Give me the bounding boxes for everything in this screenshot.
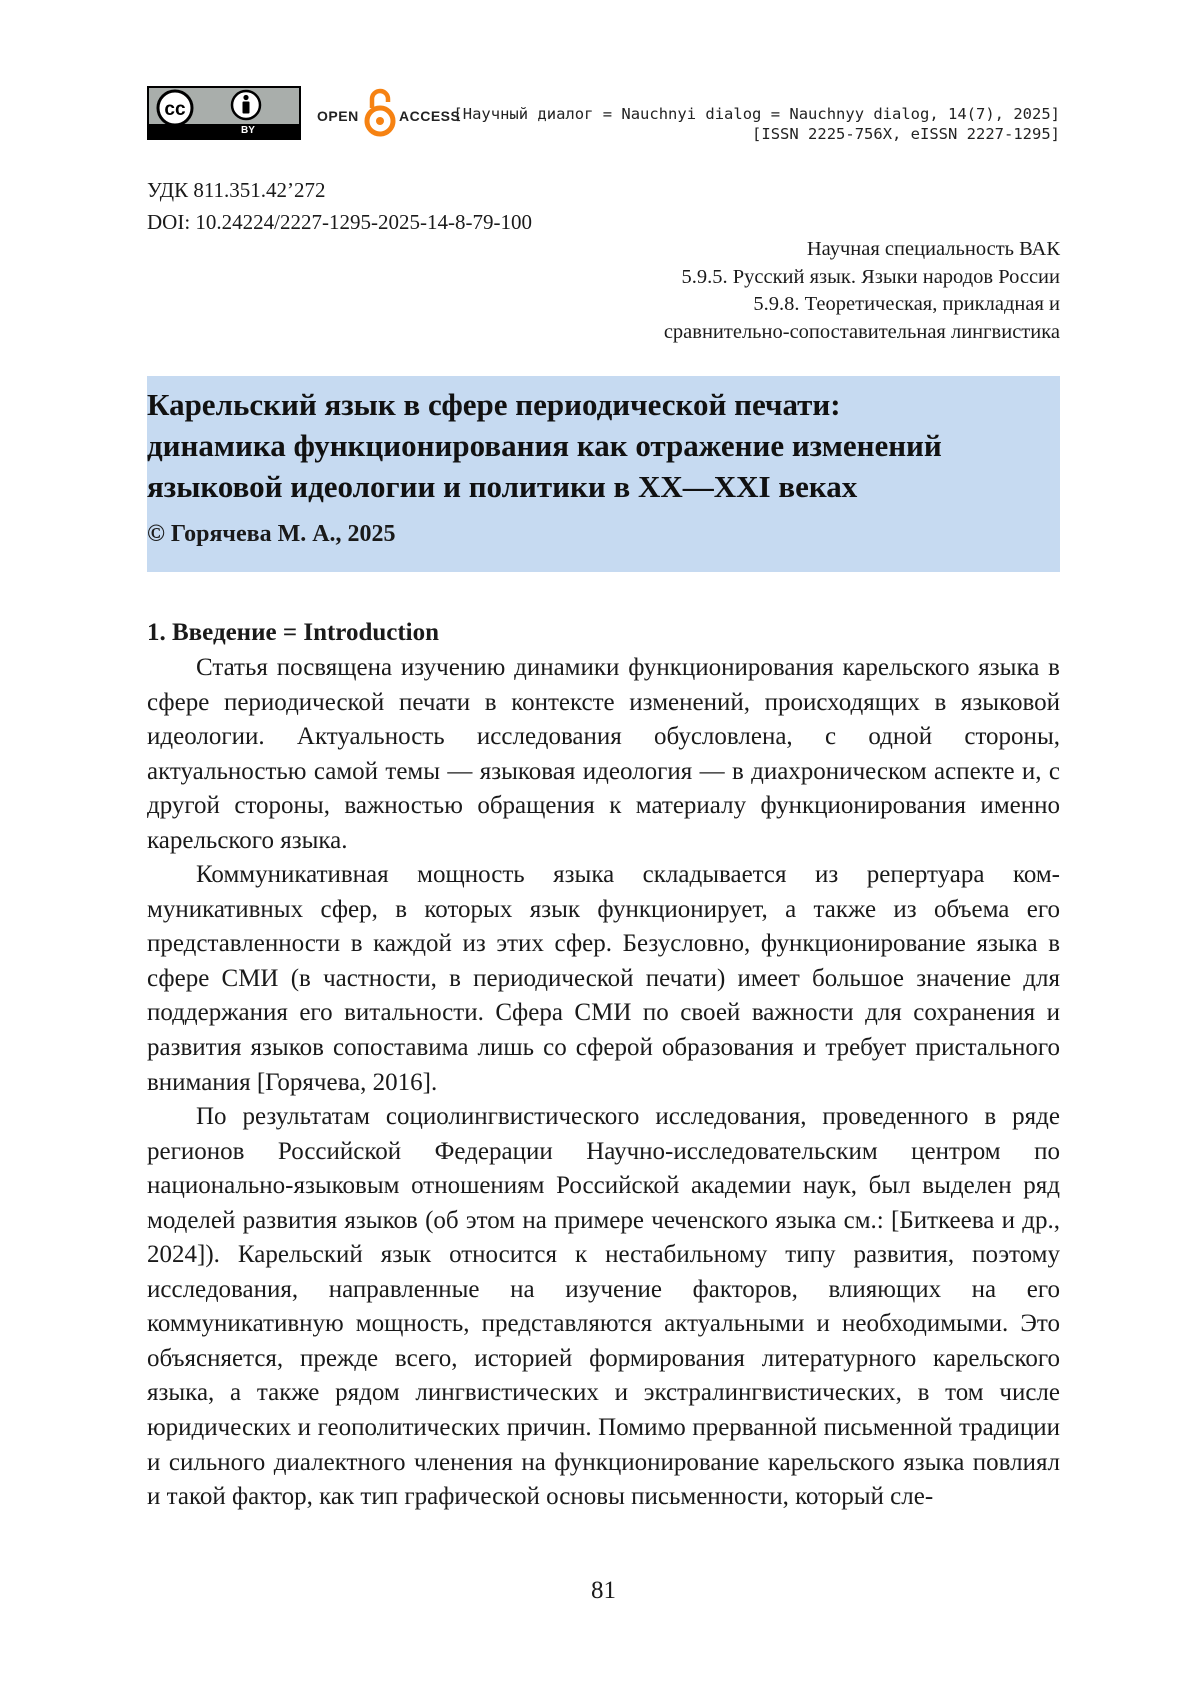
cc-icon — [149, 88, 299, 124]
title-line: языковой идеологии и политики в XX—XXI веках — [147, 469, 858, 504]
title-line: динамика функционирования как отражение изменений — [147, 428, 942, 463]
body-paragraph: Коммуникативная мощность языка складывается из репертуара коммуникативных сфер, в которых язык функционирует, а также из объема его представленности в каждой из этих сфер. Безусловно, функционирование языка в сфере СМИ (в частности, в периодической печати) имеет большое значение для поддержания его витальности. Сфера СМИ по своей важности для сохранения и развития языков сопоставима лишь со сферой образования и требует пристального внимания [Горячева, 2016]. — [147, 861, 1060, 1096]
by-label: BY — [241, 125, 255, 136]
open-access-lock-icon — [363, 86, 397, 138]
access-label: ACCESS — [399, 108, 461, 124]
doi-link[interactable]: DOI: 10.24224/2227-1295-2025-14-8-79-100 — [147, 210, 532, 234]
body-paragraph: Статья посвящена изучению динамики функционирования карельского языка в сфере периодической печати в контексте изменений, происходящих в языковой идеологии. Актуальность исследования обусловлена, с одной стороны, актуальностью самой темы — языковая идеология — в диахроническом аспекте и, с другой стороны, важностью обращения к материалу функционирования именно карельского языка. — [147, 654, 1060, 854]
udk-code: УДК 811.351.42’272 — [147, 178, 326, 202]
svg-text:cc: cc — [164, 99, 186, 120]
page-number: 81 — [591, 1577, 616, 1604]
specialty-line: сравнительно-сопоставительная лингвистика — [663, 320, 1060, 343]
open-label: OPEN — [317, 108, 359, 124]
journal-citation — [453, 104, 1060, 144]
body-paragraph: По результатам социолингвистического исследования, проведенного в ряде регионов Российской Федерации Научно-исследовательским центром по национально-языковым отношениям Российской академии наук, был выделен ряд моделей развития языков (об этом на примере чеченского языка см.: [Биткеева и др., 2024]). Карельский язык относится к нестабильному типу развития, поэтому исследования, направленные на изучение факторов, влияющих на его коммуникативную мощность, представляются актуальными и необходимыми. Это объясняется, прежде всего, историей формирования литературного карельского языка, а также рядом лингвистических и экстралингвистических, в том числе юридических и геополитических причин. Помимо прерванной письменной традиции и сильного диалектного членения на функционирование карельского языка повлиял и такой фактор, как тип графической основы письменности, который сле- — [147, 1103, 1060, 1511]
specialty-line: Научная специальность ВАК — [806, 238, 1060, 260]
journal-issn-line: [ISSN 2225-756X, eISSN 2227-1295] — [752, 125, 1060, 143]
page-header — [147, 86, 1060, 142]
author-copyright: © Горячева М. А., 2025 — [147, 521, 396, 547]
specialty-line: 5.9.5. Русский язык. Языки народов России — [681, 265, 1060, 288]
title-line: Карельский язык в сфере периодической печати: — [147, 387, 841, 422]
title-box — [147, 376, 1060, 572]
article-body — [147, 651, 1060, 1515]
specialty-block — [664, 236, 1060, 346]
journal-citation-line: [Научный диалог = Nauchnyi dialog = Nauchnyy dialog, 14(7), 2025] — [453, 105, 1060, 123]
specialty-line: 5.9.8. Теоретическая, прикладная и — [753, 293, 1060, 315]
udk-doi-block — [147, 174, 532, 238]
cc-by-license-badge[interactable] — [147, 86, 301, 140]
by-strip — [149, 124, 299, 138]
section-heading: 1. Введение = Introduction — [147, 619, 440, 646]
article-title — [147, 384, 942, 507]
